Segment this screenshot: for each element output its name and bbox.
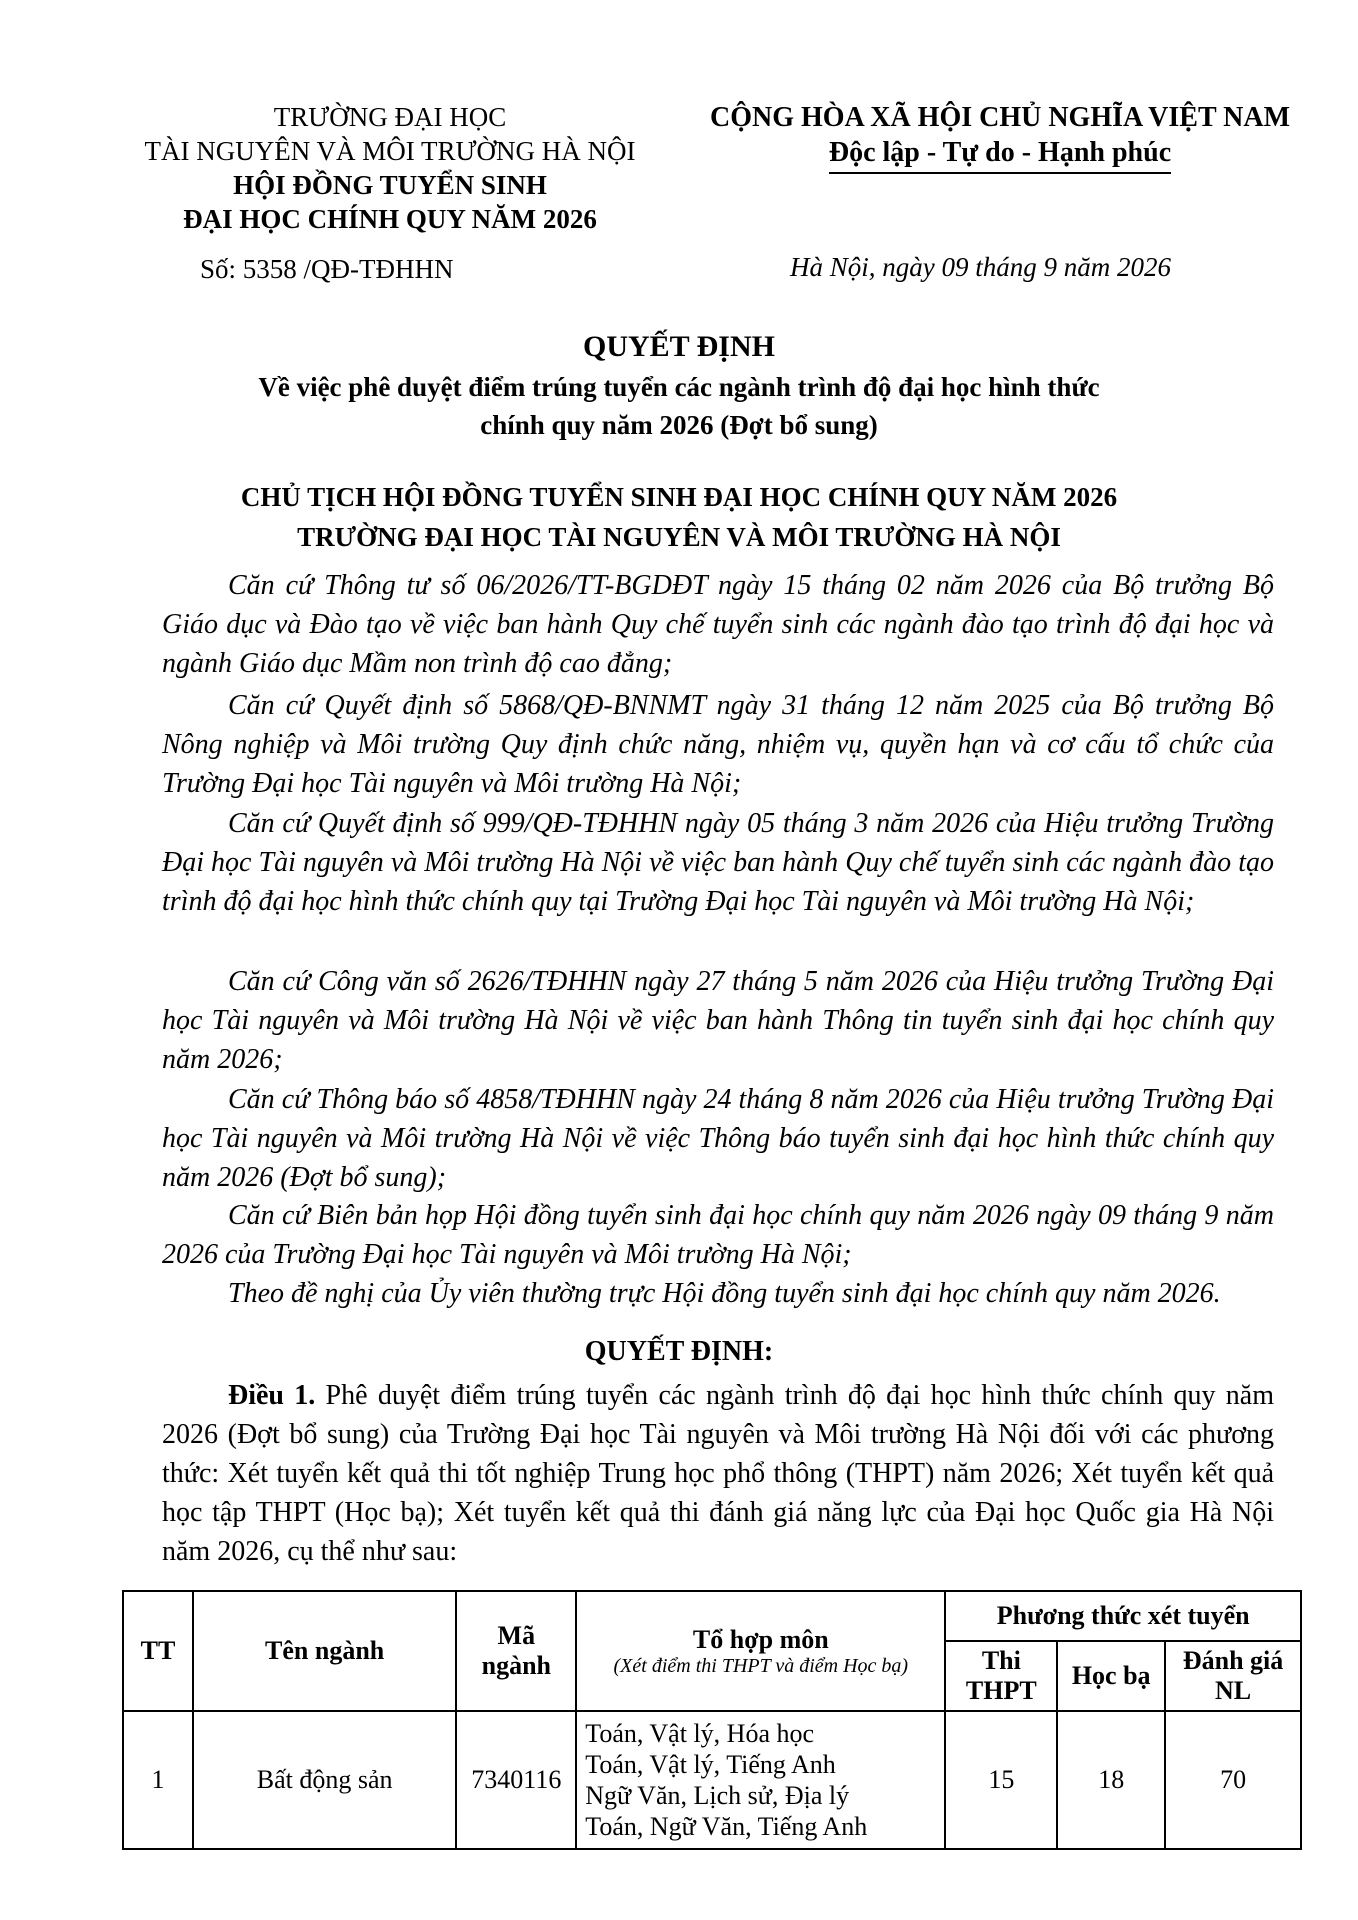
header-dgnl: Đánh giá NL (1165, 1641, 1301, 1711)
national-header (690, 100, 1310, 174)
national-title: CỘNG HÒA XÃ HỘI CHỦ NGHĨA VIỆT NAM (709, 102, 1291, 133)
basis-paragraph: Căn cứ Biên bản họp Hội đồng tuyển sinh đại học chính quy năm 2026 ngày 09 tháng 9 năm 2026 của Trường Đại học Tài nguyên và Môi trường Hà Nội; (162, 1200, 1274, 1270)
combo-item: Toán, Ngữ Văn, Tiếng Anh (585, 1812, 868, 1841)
issuer-line: TRƯỜNG ĐẠI HỌC (273, 102, 507, 132)
basis-paragraph: Căn cứ Công văn số 2626/TĐHHN ngày 27 tháng 5 năm 2026 của Hiệu trưởng Trường Đại học Tài nguyên và Môi trường Hà Nội về việc ban hành Thông tin tuyển sinh đại học chính quy năm 2026; (162, 966, 1274, 1075)
document-date: Hà Nội, ngày 09 tháng 9 năm 2026 (790, 252, 1171, 282)
cell-dgnl-score: 70 (1165, 1711, 1301, 1849)
header-thpt: Thi THPT (945, 1641, 1057, 1711)
article-1-text: Phê duyệt điểm trúng tuyển các ngành trình độ đại học hình thức chính quy năm 2026 (Đợt bổ sung) của Trường Đại học Tài nguyên và Môi trường Hà Nội đối với các phương thức: Xét tuyển kết quả thi tốt nghiệp Trung học phổ thông (THPT) năm 2026; Xét tuyển kết quả học tập THPT (Học bạ); Xét tuyển kết quả thi đánh giá năng lực của Đại học Quốc gia Hà Nội năm 2026, cụ thể như sau: (162, 1380, 1275, 1567)
table-row (123, 1711, 1301, 1849)
decision-title: QUYẾT ĐỊNH (583, 330, 775, 363)
basis-paragraph: Theo đề nghị của Ủy viên thường trực Hội đồng tuyển sinh đại học chính quy năm 2026. (228, 1278, 1221, 1309)
basis-paragraph: Căn cứ Quyết định số 999/QĐ-TĐHHN ngày 05 tháng 3 năm 2026 của Hiệu trưởng Trường Đại học Tài nguyên và Môi trường Hà Nội về việc ban hành Quy chế tuyển sinh các ngành đào tạo trình độ đại học hình thức chính quy tại Trường Đại học Tài nguyên và Môi trường Hà Nội; (162, 808, 1274, 917)
basis-paragraph: Căn cứ Quyết định số 5868/QĐ-BNNMT ngày 31 tháng 12 năm 2025 của Bộ trưởng Bộ Nông nghiệp và Môi trường Quy định chức năng, nhiệm vụ, quyền hạn và cơ cấu tổ chức của Trường Đại học Tài nguyên và Môi trường Hà Nội; (162, 690, 1274, 799)
header-tt: TT (123, 1591, 193, 1711)
chair-line1: CHỦ TỊCH HỘI ĐỒNG TUYỂN SINH ĐẠI HỌC CHÍNH QUY NĂM 2026 (240, 482, 1118, 512)
cell-tt: 1 (123, 1711, 193, 1849)
cell-subject-combos (576, 1711, 945, 1849)
issuer-line: TÀI NGUYÊN VÀ MÔI TRƯỜNG HÀ NỘI (144, 136, 636, 166)
combo-item: Ngữ Văn, Lịch sử, Địa lý (585, 1781, 850, 1810)
header-hocba: Học bạ (1057, 1641, 1165, 1711)
combo-item: Toán, Vật lý, Hóa học (585, 1719, 815, 1748)
cell-thpt-score: 15 (945, 1711, 1057, 1849)
chair-line2: TRƯỜNG ĐẠI HỌC TÀI NGUYÊN VÀ MÔI TRƯỜNG HÀ NỘI (297, 522, 1061, 552)
national-motto: Độc lập - Tự do - Hạnh phúc (829, 135, 1171, 174)
cell-major-code: 7340116 (456, 1711, 576, 1849)
article-1-label: Điều 1. (228, 1380, 316, 1411)
decision-subtitle-line1: Về việc phê duyệt điểm trúng tuyển các ngành trình độ đại học hình thức (258, 372, 1100, 402)
article-1 (162, 1376, 1274, 1571)
header-methods: Phương thức xét tuyển (945, 1591, 1301, 1641)
combo-item: Toán, Vật lý, Tiếng Anh (585, 1750, 836, 1779)
basis-paragraph: Căn cứ Thông tư số 06/2026/TT-BGDĐT ngày 15 tháng 02 năm 2026 của Bộ trưởng Bộ Giáo dục và Đào tạo về việc ban hành Quy chế tuyển sinh các ngành đào tạo trình độ đại học và ngành Giáo dục Mầm non trình độ cao đẳng; (162, 570, 1274, 679)
cell-major-name: Bất động sản (193, 1711, 456, 1849)
decide-heading: QUYẾT ĐỊNH: (584, 1336, 774, 1367)
issuer-line: ĐẠI HỌC CHÍNH QUY NĂM 2026 (183, 204, 597, 234)
header-major-name: Tên ngành (193, 1591, 456, 1711)
header-major-code: Mã ngành (456, 1591, 576, 1711)
basis-paragraph: Căn cứ Thông báo số 4858/TĐHHN ngày 24 tháng 8 năm 2026 của Hiệu trưởng Trường Đại học Tài nguyên và Môi trường Hà Nội về việc Thông báo tuyển sinh đại học hình thức chính quy năm 2026 (Đợt bổ sung); (162, 1084, 1274, 1193)
decision-subtitle-line2: chính quy năm 2026 (Đợt bổ sung) (480, 410, 878, 440)
issuer-block (110, 100, 670, 236)
cell-hocba-score: 18 (1057, 1711, 1165, 1849)
header-combo-label: Tổ hợp môn (692, 1624, 829, 1654)
header-subject-combo (576, 1591, 945, 1711)
document-number: Số: 5358 /QĐ-TĐHHN (200, 254, 454, 284)
admission-score-table (122, 1590, 1302, 1850)
header-combo-note: (Xét điểm thi THPT và điểm Học bạ) (613, 1654, 909, 1677)
issuer-line: HỘI ĐỒNG TUYỂN SINH (233, 170, 547, 200)
